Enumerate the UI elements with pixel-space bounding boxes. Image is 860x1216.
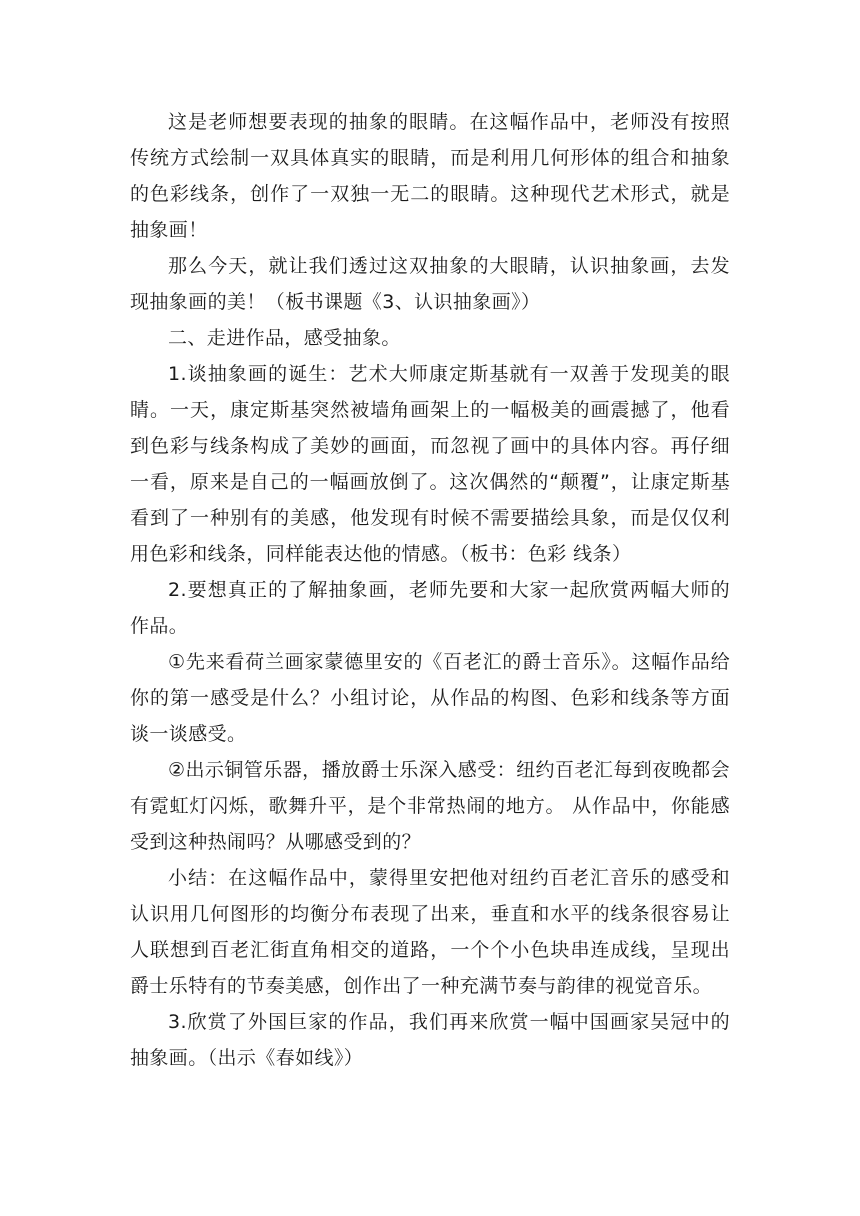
paragraph-summary: 小结：在这幅作品中，蒙得里安把他对纽约百老汇音乐的感受和认识用几何图形的均衡分布表现了出来，垂直和水平的线条很容易让人联想到百老汇街直角相交的道路，一个个小色块串连成线，呈现出爵士乐特有的节奏美感，创作出了一种充满节奏与韵律的视觉音乐。: [130, 867, 730, 997]
paragraph-subitem-2: ②出示铜管乐器，播放爵士乐深入感受：纽约百老汇每到夜晚都会有霓虹灯闪烁，歌舞升平，是个非常热闹的地方。 从作品中，你能感受到这种热闹吗？从哪感受到的？: [130, 759, 730, 853]
paragraph-subitem-1: ①先来看荷兰画家蒙德里安的《百老汇的爵士音乐》。这幅作品给你的第一感受是什么？小组讨论，从作品的构图、色彩和线条等方面谈一谈感受。: [130, 651, 730, 745]
paragraph-item-1: 1.谈抽象画的诞生：艺术大师康定斯基就有一双善于发现美的眼睛。一天，康定斯基突然被墙角画架上的一幅极美的画震撼了，他看到色彩与线条构成了美妙的画面，而忽视了画中的具体内容。再仔细一看，原来是自己的一幅画放倒了。这次偶然的“颠覆”，让康定斯基看到了一种别有的美感，他发现有时候不需要描绘具象，而是仅仅利用色彩和线条，同样能表达他的情感。（板书：色彩 线条）: [130, 363, 730, 565]
paragraph-lesson-topic: 那么今天，就让我们透过这双抽象的大眼睛，认识抽象画，去发现抽象画的美！（板书课题《3、认识抽象画》）: [130, 255, 730, 313]
paragraph-item-3: 3.欣赏了外国巨家的作品，我们再来欣赏一幅中国画家吴冠中的抽象画。（出示《春如线》）: [130, 1011, 730, 1069]
document-body: [130, 104, 730, 1076]
paragraph-item-2: 2.要想真正的了解抽象画，老师先要和大家一起欣赏两幅大师的作品。: [130, 579, 730, 637]
section-heading: 二、走进作品，感受抽象。: [168, 327, 401, 349]
paragraph-intro: 这是老师想要表现的抽象的眼睛。在这幅作品中，老师没有按照传统方式绘制一双具体真实的眼睛，而是利用几何形体的组合和抽象的色彩线条，创作了一双独一无二的眼睛。这种现代艺术形式，就是抽象画！: [130, 111, 730, 241]
